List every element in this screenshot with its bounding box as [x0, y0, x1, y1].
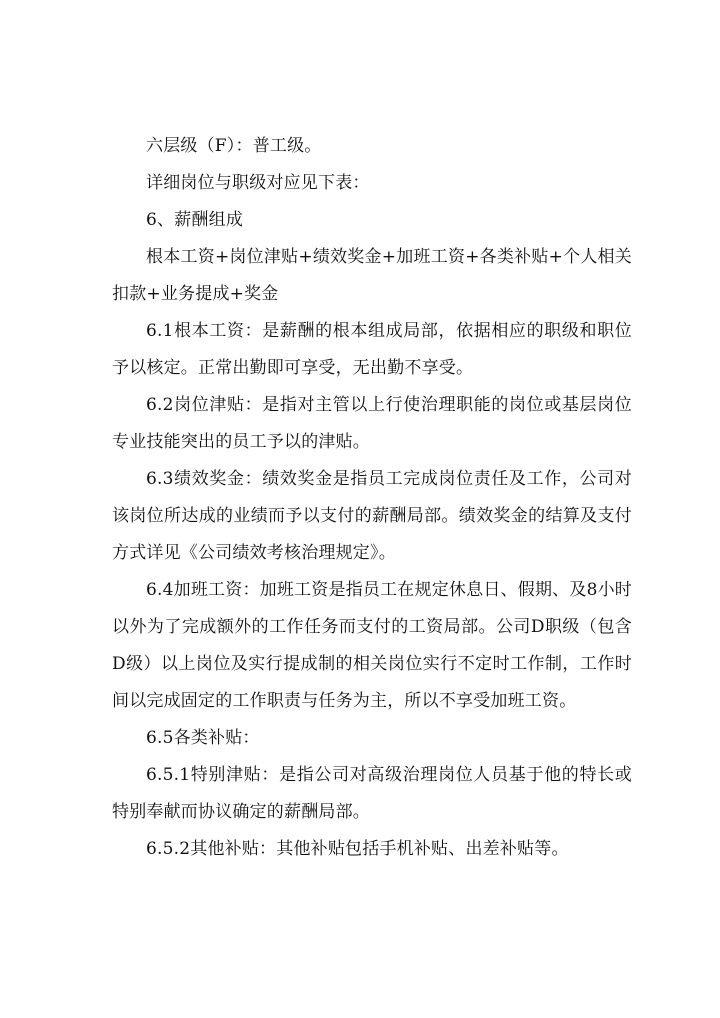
- paragraph-overtime-pay: 6.4加班工资：加班工资是指员工在规定休息日、假期、及8小时以外为了完成额外的工作任务而支付的工资局部。公司D职级（包含D级）以上岗位及实行提成制的相关岗位实行不定时工作制，工作时间以完成固定的工作职责与任务为主，所以不享受加班工资。: [112, 580, 632, 711]
- paragraph-table-reference: 详细岗位与职级对应见下表：: [146, 173, 370, 193]
- paragraph-basic-salary: 6.1根本工资：是薪酬的根本组成局部，依据相应的职级和职位予以核定。正常出勤即可享受，无出勤不享受。: [112, 321, 632, 378]
- paragraph-special-allowance: 6.5.1特别津贴：是指公司对高级治理岗位人员基于他的特长或特别奉献而协议确定的薪酬局部。: [112, 765, 632, 822]
- paragraph-salary-formula: 根本工资+岗位津贴+绩效奖金+加班工资+各类补贴+个人相关扣款+业务提成+奖金: [112, 247, 632, 304]
- document-body: [112, 128, 632, 868]
- paragraph-other-subsidies: 6.5.2其他补贴：其他补贴包括手机补贴、出差补贴等。: [146, 839, 569, 859]
- paragraph-performance-bonus: 6.3绩效奖金：绩效奖金是指员工完成岗位责任及工作，公司对该岗位所达成的业绩而予以支付的薪酬局部。绩效奖金的结算及支付方式详见《公司绩效考核治理规定》。: [112, 469, 632, 563]
- section-heading-salary-composition: 6、薪酬组成: [146, 210, 244, 230]
- paragraph-level-six: 六层级（F）：普工级。: [146, 136, 322, 156]
- paragraph-subsidies-heading: 6.5各类补贴：: [146, 728, 260, 748]
- paragraph-position-allowance: 6.2岗位津贴：是指对主管以上行使治理职能的岗位或基层岗位专业技能突出的员工予以的津贴。: [112, 395, 632, 452]
